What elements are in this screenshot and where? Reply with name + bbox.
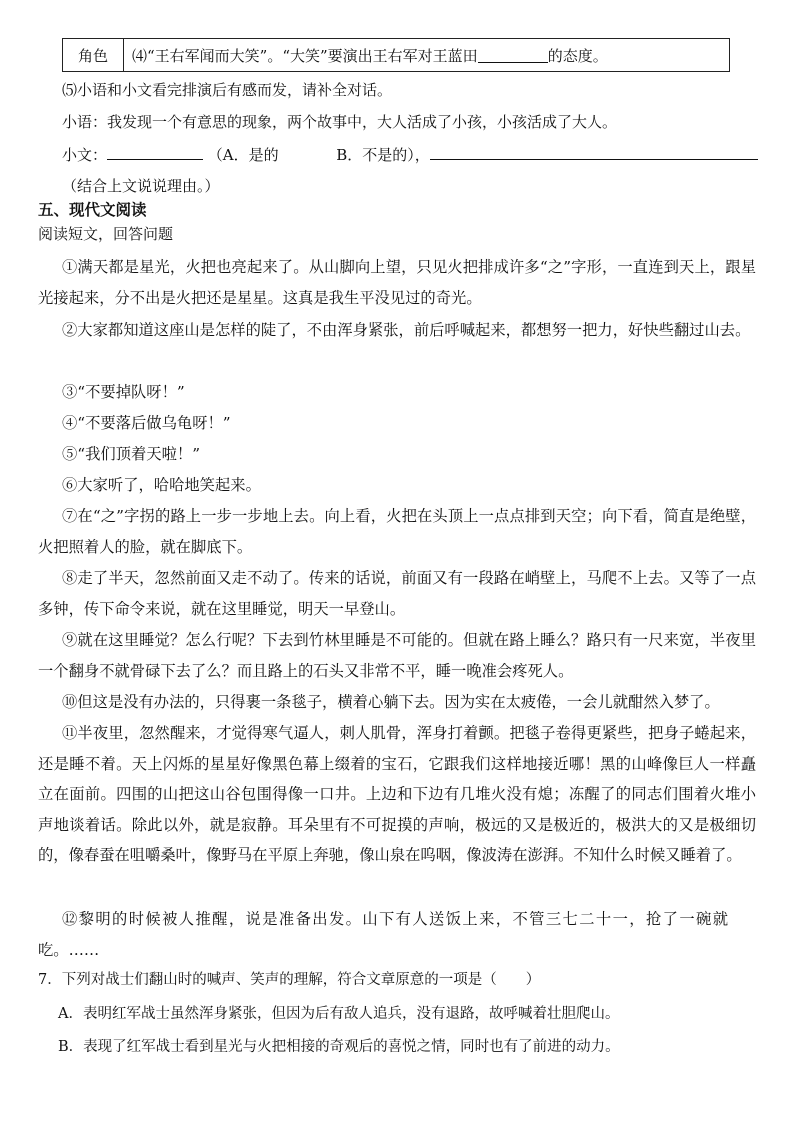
paragraph-8: ⑧走了半天，忽然前面又走不动了。传来的话说，前面又有一段路在峭壁上，马爬不上去。又等了一点多钟，传下命令来说，就在这里睡觉，明天一早登山。 <box>38 569 756 618</box>
paragraph-9: ⑨就在这里睡觉？怎么行呢？下去到竹林里睡是不可能的。但就在路上睡么？路只有一尺来宽，半夜里一个翻身不就骨碌下去了么？而且路上的石头又非常不平，睡一晚准会疼死人。 <box>38 631 756 680</box>
section-title: 五、现代文阅读 <box>38 201 147 219</box>
question4-text: ⑷“王右军闻而大笑”。“大笑”要演出王右军对王蓝田 <box>132 46 478 65</box>
paragraph-3: ③“不要掉队呀！” <box>62 383 185 401</box>
question5-xiaowen-line <box>62 145 758 165</box>
role-table-question <box>124 39 729 71</box>
paragraph-2: ②大家都知道这座山是怎样的陡了，不由浑身紧张，前后呼喊起来，都想努一把力，好快些翻过山去。 <box>62 321 751 339</box>
question4-blank[interactable] <box>478 48 548 63</box>
question5-note: （结合上文说说理由。） <box>62 177 220 195</box>
role-table <box>62 38 730 72</box>
paragraph-7: ⑦在“之”字拐的路上一步一步地上去。向上看，火把在头顶上一点点排到天空；向下看，简直是绝壁，火把照着人的脸，就在脚底下。 <box>38 507 756 556</box>
xiaowen-choice-blank[interactable] <box>107 145 203 160</box>
paragraph-6: ⑥大家听了，哈哈地笑起来。 <box>62 476 261 494</box>
xiaowen-label: 小文： <box>62 146 108 164</box>
section-instruction: 阅读短文，回答问题 <box>38 225 174 243</box>
question4-text-end: 的态度。 <box>547 46 608 65</box>
option-a-yes: （A．是的 <box>207 146 279 164</box>
question7-stem: 7．下列对战士们翻山时的喊声、笑声的理解，符合文章原意的一项是（ ） <box>38 972 541 988</box>
question5-intro: ⑸小语和小文看完排演后有感而发，请补全对话。 <box>62 81 393 99</box>
paragraph-5: ⑤“我们顶着天啦！” <box>62 445 201 463</box>
paragraph-1: ①满天都是星光，火把也亮起来了。从山脚向上望，只见火把排成许多“之”字形，一直连到天上，跟星光接起来，分不出是火把还是星星。这真是我生平没见过的奇光。 <box>38 258 756 307</box>
role-table-head: 角色 <box>63 39 124 71</box>
question7-option-b[interactable]: B．表现了红军战士看到星光与火把相接的奇观后的喜悦之情，同时也有了前进的动力。 <box>58 1039 620 1055</box>
option-b-no: B．不是的）， <box>336 146 430 164</box>
paragraph-10: ⑩但这是没有办法的，只得裹一条毯子，横着心躺下去。因为实在太疲倦，一会儿就酣然入梦了。 <box>62 693 720 711</box>
paragraph-12: ⑫黎明的时候被人推醒，说是准备出发。山下有人送饭上来，不管三七二十一，抢了一碗就吃。…… <box>38 910 728 959</box>
paragraph-11: ⑪半夜里，忽然醒来，才觉得寒气逼人，刺人肌骨，浑身打着颤。把毯子卷得更紧些，把身子蜷起来，还是睡不着。天上闪烁的星星好像黑色幕上缀着的宝石，它跟我们这样地接近哪！黑的山峰像巨人一样矗立在面前。四围的山把这山谷包围得像一口井。上边和下边有几堆火没有熄；冻醒了的同志们围着火堆小声地谈着话。除此以外，就是寂静。耳朵里有不可捉摸的声响，极远的又是极近的，极洪大的又是极细切的，像春蚕在咀嚼桑叶，像野马在平原上奔驰，像山泉在呜咽，像波涛在澎湃。不知什么时候又睡着了。 <box>38 724 756 864</box>
xiaowen-reason-blank[interactable] <box>430 145 758 160</box>
question5-xiaoyu: 小语：我发现一个有意思的现象，两个故事中，大人活成了小孩，小孩活成了大人。 <box>62 113 618 131</box>
question7-option-a[interactable]: A．表明红军战士虽然浑身紧张，但因为后有敌人追兵，没有退路，故呼喊着壮胆爬山。 <box>58 1006 620 1022</box>
paragraph-4: ④“不要落后做乌龟呀！” <box>62 414 231 432</box>
